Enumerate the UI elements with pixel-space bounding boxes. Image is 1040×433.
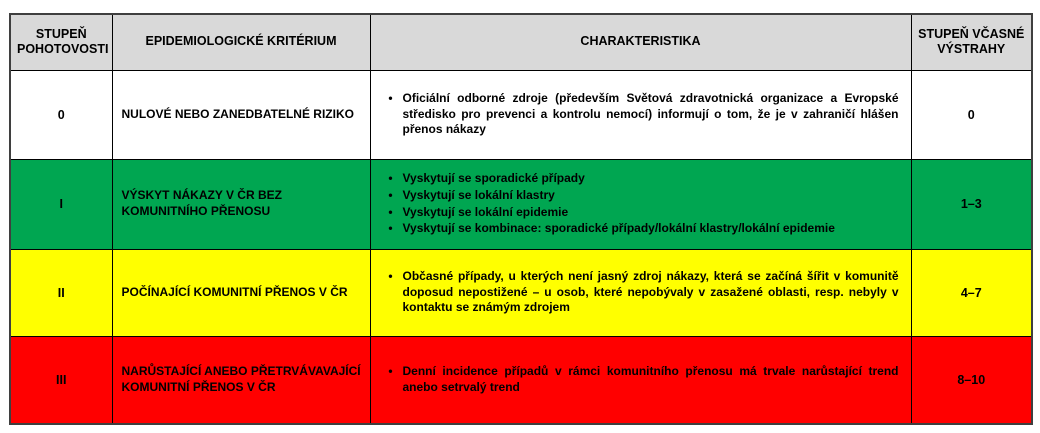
table-row-level-1 bbox=[10, 159, 1032, 249]
criterion-text: NULOVÉ NEBO ZANEDBATELNÉ RIZIKO bbox=[112, 70, 370, 159]
criterion-text: POČÍNAJÍCÍ KOMUNITNÍ PŘENOS V ČR bbox=[112, 249, 370, 336]
alert-levels-table bbox=[9, 13, 1033, 425]
alert-level-value: 0 bbox=[10, 70, 112, 159]
bullet-text: Vyskytují se sporadické případy bbox=[402, 170, 585, 185]
characteristics-cell bbox=[370, 249, 911, 336]
bullet-icon: • bbox=[388, 221, 393, 236]
criterion-text: VÝSKYT NÁKAZY V ČR BEZ KOMUNITNÍHO PŘENOSU bbox=[112, 159, 370, 249]
alert-level-value: II bbox=[10, 249, 112, 336]
table-row-level-3 bbox=[10, 336, 1032, 424]
header-alert-level: STUPEŇ POHOTOVOSTI bbox=[10, 14, 112, 70]
bullet-item bbox=[379, 221, 899, 237]
header-early-warning-level: STUPEŇ VČASNÉ VÝSTRAHY bbox=[911, 14, 1032, 70]
bullet-text: Občasné případy, u kterých není jasný zdroj nákazy, která se začíná šířit v komunitě doposud nepostižené – u osob, které nepobývaly v zasažené oblasti, resp. nebyly v kontaktu se známým zdrojem bbox=[402, 268, 899, 315]
early-warning-value: 8–10 bbox=[911, 336, 1032, 424]
header-row bbox=[10, 14, 1032, 70]
table-row-level-0 bbox=[10, 70, 1032, 159]
bullet-icon: • bbox=[388, 170, 393, 185]
bullet-item bbox=[379, 269, 899, 317]
table-row-level-2 bbox=[10, 249, 1032, 336]
bullet-item bbox=[379, 205, 899, 221]
bullet-text: Vyskytují se lokální epidemie bbox=[402, 204, 569, 219]
bullet-item bbox=[379, 171, 899, 187]
bullet-icon: • bbox=[388, 363, 393, 378]
bullet-item bbox=[379, 188, 899, 204]
bullet-icon: • bbox=[388, 204, 393, 219]
header-characteristics: CHARAKTERISTIKA bbox=[370, 14, 911, 70]
bullet-item bbox=[379, 91, 899, 139]
header-epidemiological-criterion: EPIDEMIOLOGICKÉ KRITÉRIUM bbox=[112, 14, 370, 70]
bullet-icon: • bbox=[388, 187, 393, 202]
bullet-icon: • bbox=[388, 90, 393, 105]
bullet-text: Vyskytují se lokální klastry bbox=[402, 187, 555, 202]
alert-level-value: III bbox=[10, 336, 112, 424]
early-warning-value: 0 bbox=[911, 70, 1032, 159]
bullet-text: Denní incidence případů v rámci komunitního přenosu má trvale narůstající trend anebo setrvalý trend bbox=[402, 363, 899, 394]
bullet-icon: • bbox=[388, 268, 393, 283]
early-warning-value: 1–3 bbox=[911, 159, 1032, 249]
characteristics-cell bbox=[370, 336, 911, 424]
early-warning-value: 4–7 bbox=[911, 249, 1032, 336]
criterion-text: NARŮSTAJÍCÍ ANEBO PŘETRVÁVAVAJÍCÍ KOMUNITNÍ PŘENOS V ČR bbox=[112, 336, 370, 424]
bullet-text: Oficiální odborné zdroje (především Světová zdravotnická organizace a Evropské středisko pro prevenci a kontrolu nemocí) informují o tom, že je v zahraničí hlášen přenos nákazy bbox=[402, 90, 899, 137]
characteristics-cell bbox=[370, 70, 911, 159]
bullet-text: Vyskytují se kombinace: sporadické případy/lokální klastry/lokální epidemie bbox=[402, 221, 835, 236]
bullet-item bbox=[379, 364, 899, 396]
alert-level-value: I bbox=[10, 159, 112, 249]
characteristics-cell bbox=[370, 159, 911, 249]
